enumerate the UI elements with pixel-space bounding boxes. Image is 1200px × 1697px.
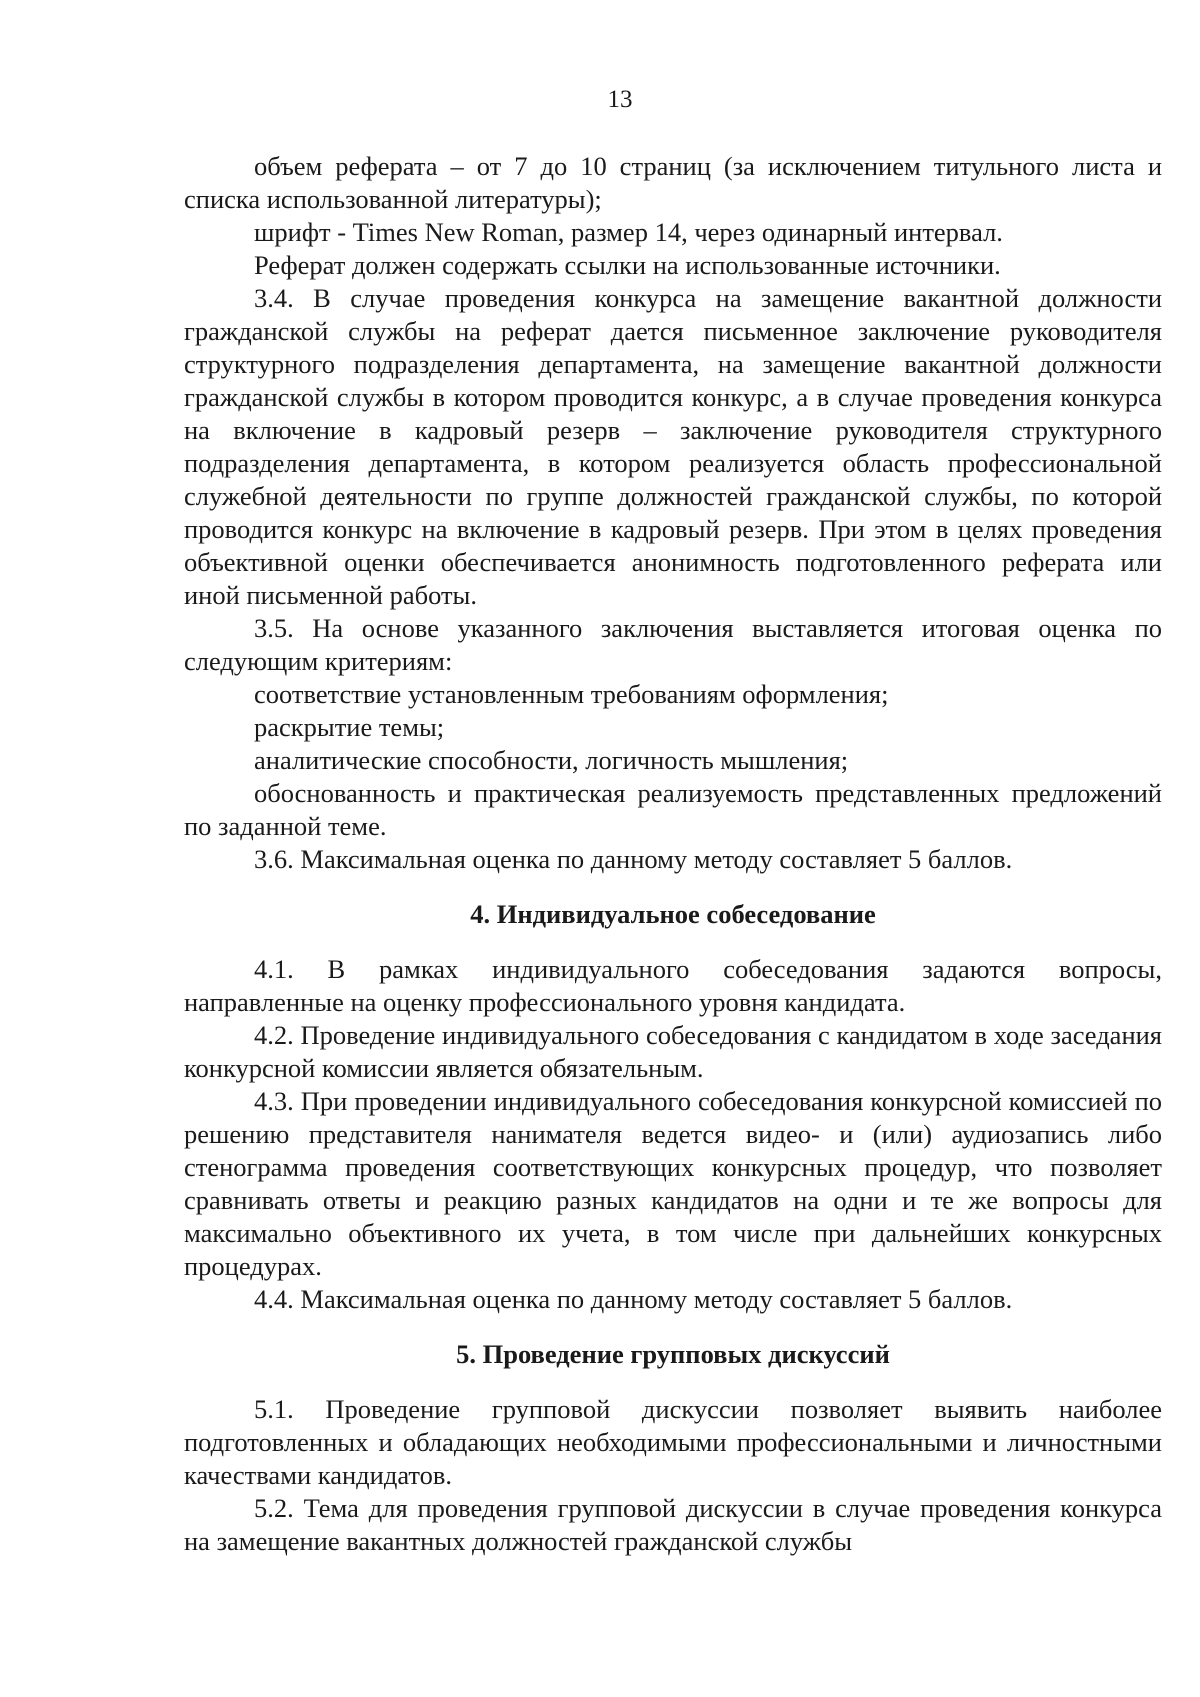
criterion-item: аналитические способности, логичность мышления; xyxy=(254,745,849,775)
paragraph-3-6: 3.6. Максимальная оценка по данному методу составляет 5 баллов. xyxy=(254,844,1013,874)
paragraph-font: шрифт - Times New Roman, размер 14, через одинарный интервал. xyxy=(254,217,1003,247)
page-number: 13 xyxy=(607,86,633,113)
paragraph-4-4: 4.4. Максимальная оценка по данному методу составляет 5 баллов. xyxy=(254,1284,1013,1314)
paragraph-4-2: 4.2. Проведение индивидуального собеседования с кандидатом в ходе заседания конкурсной комиссии является обязательным. xyxy=(184,1020,1162,1083)
paragraph-5-1: 5.1. Проведение групповой дискуссии позволяет выявить наиболее подготовленных и обладающих необходимыми профессиональными и личностными качествами кандидатов. xyxy=(184,1394,1162,1490)
paragraph-3-5: 3.5. На основе указанного заключения выставляется итоговая оценка по следующим критериям: xyxy=(184,613,1162,676)
section-5-heading: 5. Проведение групповых дискуссий xyxy=(456,1339,890,1369)
paragraph-3-4: 3.4. В случае проведения конкурса на замещение вакантной должности гражданской службы на реферат дается письменное заключение руководителя структурного подразделения департамента, на замещение вакантной должности гражданской службы в котором проводится конкурс, а в случае проведения конкурса на включение в кадровый резерв – заключение руководителя структурного подразделения департамента, в котором реализуется область профессиональной служебной деятельности по группе должностей гражданской службы, по которой проводится конкурс на включение в кадровый резерв. При этом в целях проведения объективной оценки обеспечивается анонимность подготовленного реферата или иной письменной работы. xyxy=(184,283,1162,610)
paragraph-4-3: 4.3. При проведении индивидуального собеседования конкурсной комиссией по решению представителя нанимателя ведется видео- и (или) аудиозапись либо стенограмма проведения соответствующих конкурсных процедур, что позволяет сравнивать ответы и реакцию разных кандидатов на одни и те же вопросы для максимально объективного их учета, в том числе при дальнейших конкурсных процедурах. xyxy=(184,1086,1162,1281)
document-body xyxy=(184,150,1162,1558)
criterion-item: соответствие установленным требованиям оформления; xyxy=(254,679,889,709)
paragraph-abstract-volume: объем реферата – от 7 до 10 страниц (за исключением титульного листа и списка использованной литературы); xyxy=(184,151,1162,214)
paragraph-5-2: 5.2. Тема для проведения групповой дискуссии в случае проведения конкурса на замещение вакантных должностей гражданской службы xyxy=(184,1493,1162,1556)
criterion-item: обоснованность и практическая реализуемость представленных предложений по заданной теме. xyxy=(184,778,1162,841)
paragraph-4-1: 4.1. В рамках индивидуального собеседования задаются вопросы, направленные на оценку профессионального уровня кандидата. xyxy=(184,954,1162,1017)
section-4-heading: 4. Индивидуальное собеседование xyxy=(470,899,876,929)
paragraph-references: Реферат должен содержать ссылки на использованные источники. xyxy=(254,250,1001,280)
criterion-item: раскрытие темы; xyxy=(254,712,445,742)
